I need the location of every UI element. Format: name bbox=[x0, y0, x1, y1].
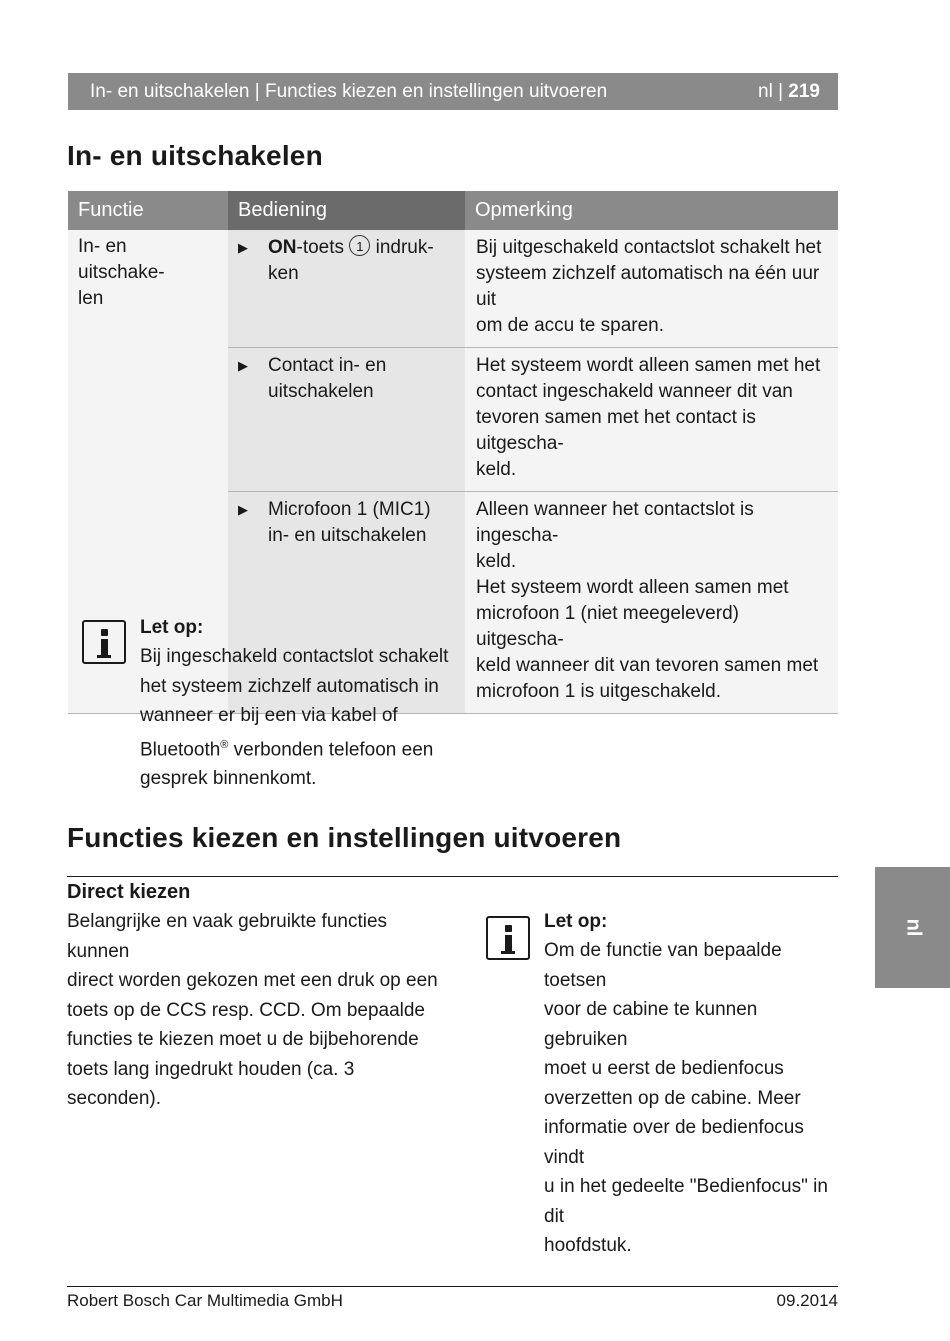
note-line: Bluetooth bbox=[140, 738, 221, 760]
info-icon bbox=[82, 620, 126, 664]
section-title-in-uitschakelen: In- en uitschakelen bbox=[67, 140, 323, 171]
bediening-text: Microfoon 1 (MIC1) bbox=[268, 499, 431, 520]
note-line: Bij ingeschakeld contactslot schakelt bbox=[140, 646, 449, 667]
opmerking-line: keld. bbox=[476, 459, 517, 480]
table-row bbox=[228, 347, 838, 491]
opmerking-line: microfoon 1 is uitgeschakeld. bbox=[476, 681, 722, 702]
opmerking-line: Alleen wanneer het contactslot is ingescha- bbox=[476, 499, 754, 546]
opmerking-line: keld. bbox=[476, 551, 517, 572]
note-line: voor de cabine te kunnen gebruiken bbox=[544, 999, 758, 1050]
header-breadcrumb: In- en uitschakelen | Functies kiezen en instellingen uitvoeren bbox=[90, 80, 608, 102]
bullet-triangle-icon: ▶ bbox=[238, 502, 248, 517]
header-page-info bbox=[758, 81, 820, 103]
registered-mark: ® bbox=[220, 738, 229, 751]
body-line: Belangrijke en vaak gebruikte functies kunnen bbox=[67, 911, 388, 962]
language-tab-label: nl bbox=[902, 918, 924, 937]
note-line: u in het gedeelte "Bedienfocus" in dit bbox=[544, 1176, 828, 1227]
bediening-text: -toets bbox=[296, 237, 345, 258]
subheading-direct-kiezen: Direct kiezen bbox=[67, 881, 191, 903]
opmerking-line: keld wanneer dit van tevoren samen met bbox=[476, 655, 819, 676]
table-header bbox=[68, 191, 838, 230]
note-line: hoofdstuk. bbox=[544, 1235, 632, 1256]
note-line: Om de functie van bepaalde toetsen bbox=[544, 940, 782, 991]
opmerking-line: om de accu te sparen. bbox=[476, 315, 664, 336]
section-title-functies-kiezen: Functies kiezen en instellingen uitvoeren bbox=[67, 822, 622, 853]
table-cell-opmerking bbox=[465, 348, 838, 491]
functie-line: In- en uitschake- bbox=[78, 236, 165, 283]
body-line: toets lang ingedrukt houden (ca. 3 seconden). bbox=[67, 1058, 355, 1109]
opmerking-line: Bij uitgeschakeld contactslot schakelt het bbox=[476, 237, 822, 258]
section-divider bbox=[67, 876, 838, 877]
button-number-badge: 1 bbox=[349, 235, 370, 256]
note-box bbox=[544, 908, 844, 1261]
note-line: wanneer er bij een via kabel of bbox=[140, 705, 398, 726]
opmerking-line: Het systeem wordt alleen samen met bbox=[476, 577, 789, 598]
footer-company: Robert Bosch Car Multimedia GmbH bbox=[67, 1291, 343, 1310]
header-separator: | bbox=[778, 80, 784, 102]
body-paragraph bbox=[67, 907, 447, 1114]
opmerking-line: tevoren samen met het contact is uitgescha- bbox=[476, 407, 756, 454]
on-key-label: ON bbox=[268, 237, 297, 258]
opmerking-line: Het systeem wordt alleen samen met het bbox=[476, 355, 821, 376]
info-icon bbox=[486, 916, 530, 960]
table-cell-bediening bbox=[228, 230, 465, 347]
header-lang: nl bbox=[758, 80, 773, 102]
note-title: Let op: bbox=[544, 911, 608, 932]
note-line: overzetten op de cabine. Meer bbox=[544, 1087, 801, 1109]
bediening-text: uitschakelen bbox=[268, 381, 374, 402]
opmerking-line: systeem zichzelf automatisch na één uur uit bbox=[476, 263, 820, 310]
body-line: toets op de CCS resp. CCD. Om bepaalde bbox=[67, 999, 426, 1021]
table-header-opmerking: Opmerking bbox=[465, 191, 838, 230]
table-row bbox=[228, 230, 838, 347]
body-line: direct worden gekozen met een druk op een bbox=[67, 970, 438, 991]
note-line: moet u eerst de bedienfocus bbox=[544, 1058, 784, 1079]
note-line: het systeem zichzelf automatisch in bbox=[140, 675, 439, 697]
note-title: Let op: bbox=[140, 617, 204, 638]
footer-date: 09.2014 bbox=[776, 1291, 838, 1310]
note-line: gesprek binnenkomt. bbox=[140, 768, 317, 790]
table-cell-opmerking bbox=[465, 492, 838, 713]
running-header bbox=[68, 73, 838, 110]
table-cell-bediening bbox=[228, 348, 465, 491]
note-line: informatie over de bedienfocus vindt bbox=[544, 1117, 804, 1168]
table-header-functie: Functie bbox=[68, 191, 228, 230]
note-text bbox=[140, 642, 460, 794]
bediening-text: indruk- bbox=[370, 237, 434, 258]
opmerking-line: microfoon 1 (niet meegeleverd) uitgescha- bbox=[476, 603, 739, 650]
note-box bbox=[140, 614, 460, 794]
note-text bbox=[544, 936, 844, 1261]
table-header-bediening: Bediening bbox=[228, 191, 465, 230]
footer-divider bbox=[67, 1286, 838, 1287]
bullet-triangle-icon: ▶ bbox=[238, 240, 248, 255]
bullet-triangle-icon: ▶ bbox=[238, 358, 248, 373]
page-number: 219 bbox=[788, 80, 820, 102]
bediening-text: Contact in- en bbox=[268, 355, 387, 376]
bediening-text: in- en uitschakelen bbox=[268, 525, 427, 546]
bediening-text: ken bbox=[268, 263, 299, 284]
body-line: functies te kiezen moet u de bijbehorende bbox=[67, 1029, 419, 1050]
functie-line: len bbox=[78, 288, 104, 309]
note-line: verbonden telefoon een bbox=[228, 738, 434, 760]
opmerking-line: contact ingeschakeld wanneer dit van bbox=[476, 381, 793, 402]
table-cell-opmerking bbox=[465, 230, 838, 347]
language-tab bbox=[875, 867, 950, 988]
